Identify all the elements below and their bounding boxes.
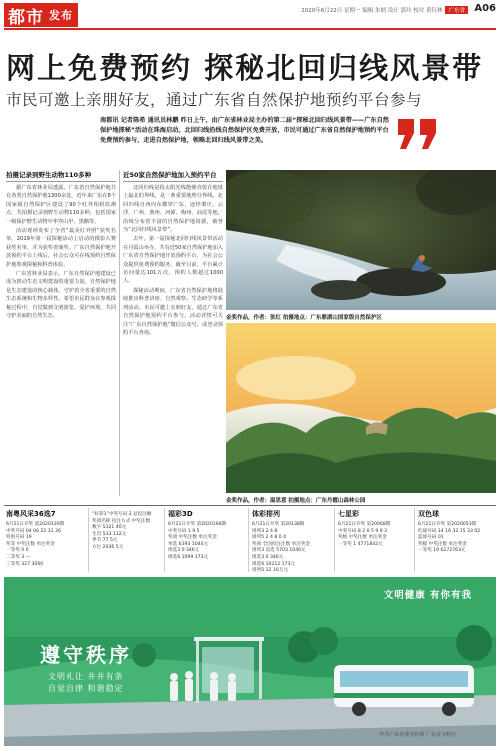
- lottery-line: “好彩1”中奖号码 2 总投注额: [92, 512, 152, 517]
- section-name: 都市: [8, 7, 44, 28]
- lottery-line: 奖项名称 投注方式 中奖注数: [92, 518, 151, 524]
- ad-line: 文明礼让 井井有条: [48, 672, 124, 681]
- lottery-line: 红球号码 14 16 32 15 33 02: [418, 528, 481, 534]
- lottery-divider: [88, 508, 89, 572]
- column1-paragraph: 据广东省林业局透露，广东省自然保护地共有各类自然保护地1300余处，近年来广东在8个国家级自然保护区建设了90个红外相机监测点，共拍摄记录到野生动物110多种，包括国家一级保护野生动物中华穿山甲、黑鹳等。: [6, 185, 116, 225]
- lottery-line: 奖项 中奖注数 单注奖金: [168, 535, 217, 541]
- lottery-line: 一等奖 1 4771842元: [338, 541, 383, 547]
- lottery-title: 体彩排列: [252, 510, 280, 518]
- mountain-photo-image: [226, 323, 496, 493]
- lottery-line: 季节 77 5元: [92, 538, 118, 544]
- lead-paragraph: 南都讯 记者陈希 通讯员林鹏 昨日上午，由广东省林业局主办的第二届“探秘北回归线风景带——广东自然保护地探秘”活动在珠海启动。北回归线沿线自然保护区免费开放，市民可通过广东省自然保护地预约平台免费预约参与，走进自然保护地，领略北回归线风景带之美。: [100, 117, 389, 144]
- lottery-line: 蓝球号码 01: [418, 535, 444, 541]
- column-divider: [119, 170, 120, 496]
- lottery-line: 二等奖 3 ---: [6, 554, 31, 560]
- column2-body: [123, 184, 223, 496]
- lottery-box: [168, 509, 246, 573]
- lottery-line: 生肖 533 132元: [92, 531, 127, 537]
- lottery-box: [92, 509, 162, 573]
- lottery-line: 中奖号码 04 06 22 31 36: [6, 528, 61, 534]
- column1-paragraph: 活动现场发布了全省“最美红外照”获奖名单。2019年第一届探秘活动上启动的摄影大赛获奖名单，并为获奖者颁奖。广东自然保护地开放预约平台上线后，社会公众可在线预约自然保护地参观探秘和科普体验。: [6, 228, 116, 268]
- lottery-divider: [164, 508, 165, 572]
- edition-date-editors: 2020年6月22日 星期一 编辑 朱炳 设计 郭玲 校对 黄钰林: [301, 8, 443, 14]
- lottery-line: 组选6 10212 173元: [252, 561, 296, 567]
- edition-tag: 广东省: [445, 6, 468, 14]
- lottery-line: 一等奖 19 6272763元: [418, 548, 466, 554]
- lottery-line: 三等奖 327 3060: [6, 561, 44, 567]
- lottery-box: [252, 509, 332, 573]
- column1-paragraph: 广东省林业局表示，广东自然保护地建设已成为推动生态文明建设的重要力量。自然保护地是生态建设的核心载体，守护着全省重要的自然生态系统和生物多样性。希望市民群众在参观探秘过程中，自觉做到文明游览、爱护环境，共同守护美丽的自然生态。: [6, 271, 116, 320]
- lottery-divider: [414, 508, 415, 572]
- lottery-line: 组选6 1099 173元: [168, 554, 209, 560]
- masthead-rule: [4, 28, 496, 30]
- lottery-line: 奖级 中奖注数 单注奖金: [418, 541, 467, 547]
- bird-photo-image: [226, 170, 496, 310]
- lottery-line: 单选 6393 1040元: [168, 541, 209, 547]
- lottery-line: 中奖号码 1 9 5: [168, 528, 200, 534]
- lottery-line: 奖项 全国投注注数 单注奖金: [252, 541, 311, 547]
- lottery-line: 排列5 2 4 8 0 4: [252, 535, 287, 541]
- lottery-line: 数字 5321 40元: [92, 525, 127, 531]
- lottery-line: 奖等 中奖注数 单注奖金: [6, 541, 55, 547]
- public-service-ad: [4, 577, 496, 746]
- bird-photo-caption: 金奖作品，作者：张红 拍摄地点：广东鼎湖山国家级自然保护区: [226, 315, 382, 321]
- section-subname: 发布: [49, 9, 73, 22]
- lottery-title: 南粤风采36选7: [6, 510, 56, 518]
- column2-paragraph: 去年，第一届探秘北回归线风景带活动在丹霞山举办，共有近50家自然保护地加入广东省自然保护地开放预约平台，为社会公众提供免费预约服务。截至目前，平台累计访问量达101万次，预约人数超过1000人。: [123, 236, 223, 285]
- ad-slogan: 文明健康 有你有我: [383, 590, 472, 601]
- page-number: A06: [474, 3, 496, 14]
- section-logo: [4, 3, 78, 27]
- lottery-line: 排列5 12 10万元: [252, 568, 288, 573]
- column1-title: 拍摄记录到野生动物110多种: [6, 170, 116, 182]
- ad-line: 自觉自律 和谐稳定: [48, 684, 124, 693]
- lottery-line: 6月21日开奖 第20068期: [338, 522, 391, 527]
- lottery-line: 组选3 0 346元: [168, 548, 200, 554]
- ad-title: 遵守秩序: [40, 643, 132, 667]
- column1-body: [6, 184, 116, 496]
- subheadline: 市民可邀上亲朋好友，通过广东省自然保护地预约平台参与: [6, 91, 423, 109]
- lottery-box: [6, 509, 86, 573]
- lottery-title: 福彩3D: [168, 510, 193, 518]
- lottery-line: 方位 2036 5元: [92, 544, 124, 550]
- masthead: [0, 0, 500, 28]
- lottery-line: 组选3 0 346元: [252, 554, 284, 560]
- lottery-line: 6月21日开奖 第20138期: [252, 522, 305, 527]
- lottery-box: [338, 509, 412, 573]
- lottery-divider: [248, 508, 249, 572]
- column2-paragraph: 探秘活动期间，广东省自然保护地将陆续推出科普讲座、自然观察、生态研学等系列活动。市民可邀上亲朋好友，通过广东省自然保护地预约平台参与。活动详情可关注“广东自然保护地”微信公众号，或登录预约平台查询。: [123, 287, 223, 336]
- lottery-line: 6月21日开奖 第2020053期: [418, 522, 477, 527]
- mountain-photo-caption: 金奖作品，作者：温思意 拍摄地点：广东丹霞山森林公园: [226, 498, 366, 504]
- lottery-divider: [334, 508, 335, 572]
- bird-photo: [226, 170, 496, 310]
- lottery-title: 七星彩: [338, 510, 359, 518]
- lottery-line: 特别号码 19: [6, 535, 32, 541]
- lottery-line: 排列3 2 4 8: [252, 528, 278, 534]
- lottery-line: 排列3 直选 5703 1040元: [252, 548, 306, 554]
- ad-credit: 中共广东省委宣传部 广东省文明办: [379, 732, 456, 738]
- mountain-photo: [226, 323, 496, 493]
- edition-info: [301, 6, 468, 14]
- lottery-line: 奖级 中奖注数 单注奖金: [338, 535, 387, 541]
- column2-paragraph: 北回归线是指太阳光线能够直射在地球上最北的界线，是一条重要地理分界线。北回归线自西向东横穿广东，途经肇庆、云浮、广州、惠州、河源、梅州、汕尾等地，沿线分布着丰富的自然保护地资源，被誉为“北回归线风景带”。: [123, 185, 223, 234]
- lottery-line: 6月21日开奖 第2020168期: [168, 522, 227, 527]
- headline: 网上免费预约 探秘北回归线风景带: [6, 51, 484, 85]
- lottery-title: 双色球: [418, 510, 439, 518]
- column2-title: 近50家自然保护地加入预约平台: [123, 170, 223, 182]
- lottery-line: 中奖号码 8 2 0 5 9 9 3: [338, 528, 388, 534]
- quote-mark-icon: [396, 117, 442, 151]
- lottery-line: 6月21日开奖 第2020139期: [6, 522, 65, 527]
- lottery-line: 一等奖 0 0: [6, 548, 29, 554]
- lottery-box: [418, 509, 496, 573]
